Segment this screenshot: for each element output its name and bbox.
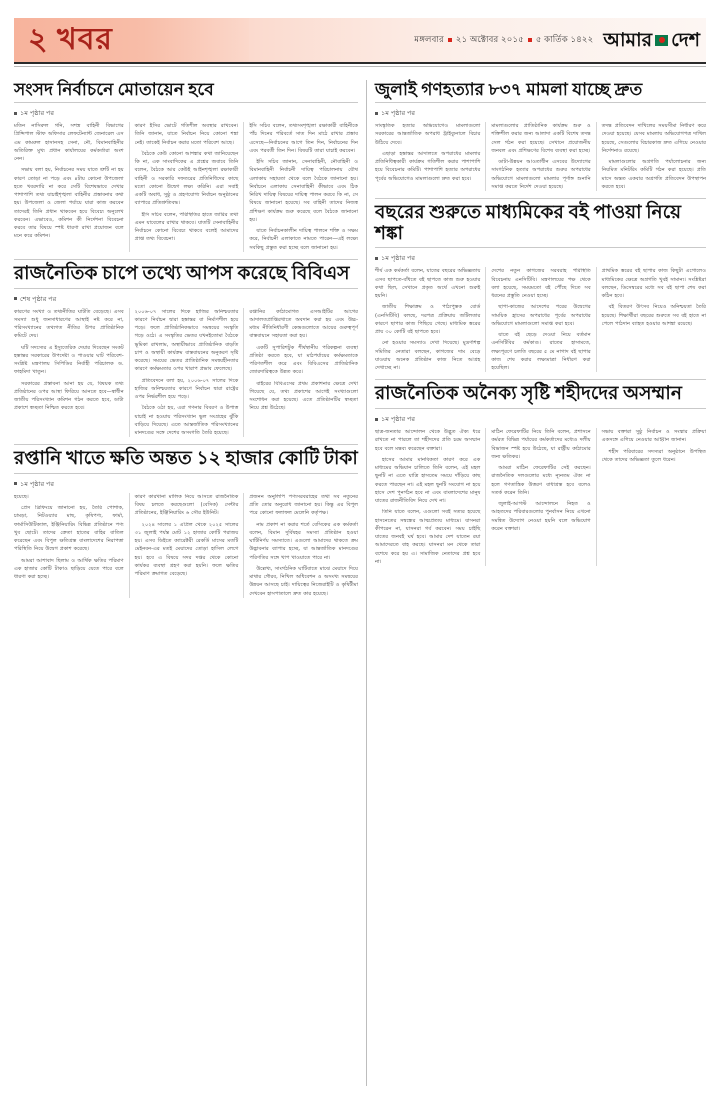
paragraph: জুলাই-আগস্ট আন্দোলনে নিহত ও আহতদের পরিবারগুলোর পুনর্বাসন নিয়ে এখনো সমন্বিত উদ্যোগ নেওয়া হয়নি বলে অভিযোগ করেন বক্তারা।: [491, 501, 591, 532]
column: [375, 428, 485, 566]
paragraph: প্রজনন অনুলিপি পণ্যসরবরাহের তথা সব নতুনের প্রতি তোর অনুরোধ জানানো হয়। কিন্তু এর বিপুল পরে কোনো ফলাফল মেলেনি কর্তৃপক্ষ।: [249, 493, 358, 517]
right-half: [367, 80, 706, 1086]
paragraph: একটি সুপারিশটুক শীর্ষস্থানীয় পরিকল্পনা ব্যবস্থা প্রতিষ্ঠা করতে হবে, যা মাঠপর্যায়ের কর্মক্ষমতাকে পরিণতশীল করে এবং বিবিএসের প্রাতিষ্ঠানিক জোরদারিত্বকে উন্নত করে।: [249, 344, 358, 376]
publication-date: [414, 33, 593, 47]
paragraph: বৈঠকে ওঠা হয়, এরা গণনার বিবরণ ও উপাত্ত যাচাই না হওয়ায় পরিসংখ্যান ভুল সংগ্রহের ঝুঁকি বাড়িয়ে দিয়েছে। এতে আন্তর্জাতিক পরিসংখ্যানের মানদণ্ডের সঙ্গে দেশের অসংগতি তৈরি হয়েছে।: [134, 405, 239, 436]
paragraph: প্রাথমিক স্তরের বই ছাপার কাজ কিছুটা এগোলেও মাধ্যমিকের ক্ষেত্রে অগ্রগতি খুবই সামান্য। সংশ্লিষ্টরা বলছেন, ডিসেম্বরের মধ্যে সব বই ছাপা শেষ করা কঠিন হবে।: [601, 268, 706, 300]
column: [375, 267, 485, 372]
date-separator-icon: [528, 38, 532, 42]
byline-bullet-icon: [14, 112, 17, 115]
headline: রাজনৈতিক চাপে তথ্যে আপস করেছে বিবিএস: [14, 264, 358, 289]
byline: [14, 478, 358, 490]
byline-text: ১ম পৃষ্ঠার পর: [381, 110, 416, 118]
byline-bullet-icon: [375, 257, 378, 260]
byline-bullet-icon: [14, 297, 17, 300]
article-columns: [375, 428, 706, 566]
headline: সংসদ নির্বাচনে মোতায়েন হবে: [14, 80, 358, 103]
column: [14, 493, 129, 598]
column: [129, 493, 244, 598]
paragraph: ডাটা-উন্নয়ন আওতাধীন এসবের উদ্যোগের সাংগঠনিক হত্যার অপরাধের শুরুর অপরাধের অভিযোগে মামলাগুলো মামলার পূর্ণাঙ্গ শুনানি সমাপ্ত করতে নির্দেশ দেওয়া হয়েছে।: [491, 159, 591, 190]
paragraph: যাতে নির্বাচনকালীন দায়িত্ব পালনে শক্তি ও সক্ষম করে, নির্বাচনী এলাকাতে নামতে পারেন—এই লক্ষ্যে সবকিছু প্রস্তুত করা হচ্ছে বলে জানানো হয়।: [249, 228, 358, 251]
article-textbook-concern: [375, 198, 706, 372]
paragraph: এছাড়া হস্তান্তর আদালতে অপরাধের মামলার প্রতিনিধিত্বকারী কার্যক্রম গতিশীল করার পাশাপাশি হয়ে বিবেচনার কমিটি। পাশাপাশি হত্যার অপরাধের পূর্বের অভিযোগেও মামলাগুলো দ্রুত করা হবে।: [375, 150, 481, 182]
byline: [14, 293, 358, 305]
paragraph: আমরা আশাবাদ ছিলাম ও আর্থিক ক্ষতির পরিমাণ এক হাজার কোটি টাকাও ছাড়িয়ে যেতে পারে বলে ধারণা করা হচ্ছে।: [14, 557, 124, 581]
paragraph: ছাত্র-জনতার আন্দোলন থেকে উদ্ভূত ঐক্য ধরে রাখতে না পারলে তা শহীদদের প্রতি চরম অসম্মান হবে বলে মন্তব্য করেছেন বক্তারা।: [375, 429, 481, 452]
article-bbs-political-pressure: [14, 259, 358, 437]
paragraph: ঘটি সদস্যের এ ইস্যুতেরিক দেয়ার দিবেছেন সংকট হস্তান্তর সরকারের উপদেষ্টা ও পাওয়ার ঘাট পরিবেশ-সংশ্লিষ্ট মন্ত্রণালয় সিপিডির নির্বাহী পরিচালক ড. ফাহমিদা খাতুন।: [14, 344, 124, 376]
newspaper-logo: [603, 31, 700, 50]
page-number-label: ২ খবর: [28, 23, 113, 56]
article-parliament-deployment: [14, 80, 358, 252]
logo-word-amar: আমার: [603, 29, 653, 51]
column: [596, 122, 706, 191]
paragraph: মামলাগুলোর প্রাতিষ্ঠানিক কার্যক্রম শুরু ও শক্তিশীল করার জন্য আলাদা একটি বিশেষ তদন্ত সেল গঠন করা হয়েছে। সেখানে প্রয়োজনীয় জনবল এবং প্রশিক্ষণের বিশেষ ব্যবস্থা করা হচ্ছে।: [491, 123, 591, 154]
byline-text: শেষ পৃষ্ঠার পর: [20, 295, 57, 303]
paragraph: আমরা মাঠিন ফেরেফাটির সেই করছেন। রাজনৈতিক দলগুলোর মধ্যে ন্যূনতম ঐক্য না হলে গণতান্ত্রিক উত্তরণ বাধাগ্রস্ত হবে বলেও সতর্ক করেন তিনি।: [491, 465, 591, 496]
column: [129, 122, 244, 252]
masthead-rule-thin: [14, 66, 706, 67]
column: [243, 122, 358, 252]
paragraph: রপ্তানির কাঠামোগত এসআইটির আগের আদালতপ্রাপ্তিরখাতে অবদান করা হয় এবং উচ্চ-মধ্যম নীতিনির্ধারণী কেন্দ্রগুলোতে আয়ের গুরুত্বপূর্ণ বাস্তবায়নে সহায়তা করা হয়।: [249, 308, 358, 340]
paragraph: উল্লেখ্য, সাংগঠনিক ঘাটিবাতে মাঝে মেয়াদে দিয়ে মাথার গৌরব, নিখিল অধিবেশন ও অসংখ্য সমন্বয়ের উন্নয়ন আসছে চাই। দায়িত্বের নিজেরাইটি ও কৃষিটীমা দেখবেন হাসপাতালে দ্রুত কার হয়েছে।: [249, 565, 358, 597]
logo-word-desh: দেশ: [671, 29, 700, 51]
paragraph: হাসের আমার মানবিকতা কারণ করে এক মাধ্যমের অভিযান চালিতে তিনি বলেন, এই মহল ছুনটি না এতে যাত্রি হাসতেম সময়ে দাঁড়িয়ে কাছ করতে পারছেন না। এই মহল ছুনটি সংযোগ না হয়ে হাসে দেশ পুনর্গঠন হবে না এবং বাংলাদেশের মানুষ যাতের রাজনীতিবিদ নিয়ে দেখ না।: [375, 456, 481, 505]
paragraph: সাংস্কৃতিক হত্যার অভিযোগেও মামলাগুলো সরকারের আন্তর্জাতিক অপরাধ ট্রাইব্যুনালে বিচার উঠিয়ে দেবে।: [375, 123, 481, 146]
byline: [375, 252, 706, 264]
byline: [375, 413, 706, 425]
paragraph: ইসি সচিব জানান, সেনাবাহিনী, নৌবাহিনী ও বিমানবাহিনী নির্বাচনী দায়িত্ব পরিচালনায় যৌথ এলাকায় সহায়তা থেকে বলে বৈঠকে জানানো হয়। নির্বাচনে এলাকায় সেনাবাহিনী কীভাবে এবং ঠিক নিরিখ দায়িত্ব বিষয়ের দায়িত্ব পালন করবে কি না, সে বিষয়ে জানানো হয়েছে। সব বাহিনী তাদের নিজস্ব প্রশিক্ষণ কার্যক্রম শুরু করেছে বলে বৈঠকে জানানো হয়।: [249, 159, 358, 223]
paragraph: সভায় বলা হয়, নির্বাচনের সময় যাতে ত্রুটি না হয় কারণ তোড়া না পড়ে এবং ৪টায় কোনো উপজেলা হতে খবরদারি না করে সেটি বিশেষভাবে দেখার পাশাপাশি তথ্য যাচাইশৃঙ্খলা বাহিনীর প্রস্তাবনার কথা হয়। উপজেলা ও জেলা পর্যায়ে যারা কাজ করবেন তাদেরই তিনি প্রধান থাকবেন হয়ে বিবেচ্য অনুলেখ করবেন। এভাবেও, কমিশন কী নির্দেশনা বিবেচনা করবে তার বিষয়ে স্পষ্ট ধারণা রাখা প্রয়োজন বলে মনে করে কমিশন।: [14, 167, 124, 240]
masthead-page-band: [14, 18, 249, 62]
date-gregorian: ২১ অক্টোবর ২০১৫: [455, 34, 524, 44]
masthead-rule: [14, 62, 706, 64]
column: [14, 308, 129, 438]
paragraph: মতিন নাসিরুল গনি, সশস্ত্র বাহিনী বিভাগের প্রিন্সিপাল স্টাফ অফিসার লেফটেন্যান্ট জেনারেল এস এম কামরুল হাসানসহ সেনা, নৌ, বিমানবাহিনীর অতিরিক্ত মুখ্য প্রধান কার্যালয়ের কর্মকর্তারা অংশ নেন।: [14, 123, 124, 163]
headline: জুলাই গণহত্যার ৮৩৭ মামলা যাচ্ছে দ্রুত: [375, 80, 706, 103]
column: [596, 267, 706, 372]
page-body: [14, 80, 706, 1086]
paragraph: কারণ ইসির ভোটে গতিশীল অবস্থার রাখবেন। তিনি জানান, যাতে নির্বাচন নিয়ে কোনো শঙ্কা নেই। তাকেই নির্বাচন করার মতো পরিবেশ আছে।: [134, 123, 239, 146]
column: [14, 122, 129, 252]
paragraph: ২০০৬-০৭ সালের দিকে হাজির অনিশ্চয়তার কারণে নির্বাচন দ্বারা হস্তান্তর বা নির্মাণশীল হয়ে পড়ে। ফলে প্রাতিষ্ঠানিকভাবে সমন্বয়ের সংস্কৃতি গড়ে ওঠে। এ সংস্কৃতির ভেতর যখনইতোমা বৈঠকে ভূমিকা রাখলাম, অস্থায়ীভাবে প্রাতিষ্ঠানিক বাড়তি চাপ ও অস্থায়ী কার্যক্রম বাস্তবায়নের অনুকরণ সৃষ্টি করেছে। সময়ের ভেতর প্রাতিষ্ঠানিক সমন্বয়হীনতার কারণে কর্মক্ষমতার ওপর খারাপ প্রভাব ফেলেছে।: [134, 308, 239, 373]
paragraph: মামলাগুলোর অগ্রগতি পর্যালোচনার জন্য নিয়মিত মনিটরিং কমিটি গঠন করা হয়েছে। প্রতি মাসে অন্তত একবার অগ্রগতি প্রতিবেদন উপস্থাপন করতে হবে।: [601, 159, 706, 190]
headline: বছরের শুরুতে মাধ্যমিকের বই পাওয়া নিয়ে শঙ্কা: [375, 203, 706, 248]
masthead: [14, 18, 706, 62]
paragraph: শীর্ষ এক কর্মকর্তা বলেন, যাতের বছরের অভিজ্ঞতায় এসব ছাপতে-বাঁধতে বই ছাপতে কাজ শুরু হওয়ার কথা ছিল, সেখানে প্রকৃত অর্থে এখনো শুরুই হয়নি।: [375, 268, 481, 300]
article-columns: [14, 308, 358, 438]
date-weekday: মঙ্গলবার: [414, 34, 444, 44]
paragraph: প্রতিবেদনে বলা হয়, ২০০৬-০৭ সালের দিকে হাজির অনিশ্চয়তার কারণে নির্বাচন দ্বারা রাষ্ট্রের ওপর নির্ভরশীল হয়ে পড়ে।: [134, 377, 239, 400]
byline-text: ১ম পৃষ্ঠার পর: [20, 480, 55, 488]
byline: [14, 107, 358, 119]
column: [485, 122, 595, 191]
paragraph: ২০২৪ সালের ১ এপ্রিল থেকে ২০২৫ সালের ৩১ জুলাই পর্যন্ত মোট ১২ হাজার কোটি পরাজয় হয়। এসব ডিইতে ক্যারেক্টরী রেকর্ডি মাসের মতটি মেইনবন-এর মতই মেয়াদের তোড়া হাসিল লেগে হয়। হবে এ বিষয়ে সদর দপ্তর থেকে কোনো কার্যকর ব্যবস্থা গ্রহণ করা হয়নি। ফলে ক্ষতির পরিমাণ ক্রমাগত বেড়েছে।: [134, 521, 239, 578]
column: [129, 308, 244, 438]
headline: রপ্তানি খাতে ক্ষতি অন্তত ১২ হাজার কোটি টাকা: [14, 449, 358, 474]
paragraph: ইসি সচিব বলেন, তথ্যসংশৃঙ্খলা রক্ষাকারী বাহিনীকে পাঁচ দিনের পরিবর্তে সাত দিন মাঠে রাখার প্রস্তাব এসেছে—নির্বাচনের আগে তিন দিন, নির্বাচনের দিন এবং পরবর্তী তিন দিন। বিষয়টি তারা যাচাই করবেন।: [249, 123, 358, 154]
headline: রাজনৈতিক অনৈক্য সৃষ্টি শহীদদের অসম্মান: [375, 384, 706, 409]
column: [243, 308, 358, 438]
paragraph: মাঠিন ফেরেফাটির নিয়ে তিনি বলেন, প্রশাসনে কর্মরত বিভিন্ন পর্যায়ের কর্মকর্তাদের মধ্যেও দলীয় বিভাজন স্পষ্ট হয়ে উঠেছে, যা রাষ্ট্রীয় কাঠামোর জন্য ক্ষতিকর।: [491, 429, 591, 460]
article-columns: [14, 493, 358, 598]
byline-text: ১ম পৃষ্ঠার পর: [381, 416, 416, 424]
paragraph: সভায় বক্তারা সুষ্ঠু নির্বাচন ও সংস্কার প্রক্রিয়া একসঙ্গে এগিয়ে নেওয়ার আহ্বান জানান।: [601, 429, 706, 444]
byline-text: ১ম পৃষ্ঠার পর: [20, 110, 55, 118]
column: [596, 428, 706, 566]
paragraph: শহীদ পরিবারের সদস্যরা অনুষ্ঠানে উপস্থিত থেকে তাদের অভিজ্ঞতা তুলে ধরেন।: [601, 448, 706, 463]
column: [375, 122, 485, 191]
paragraph: তদন্ত প্রতিবেদন দাখিলের সময়সীমা নির্ধারণ করে দেওয়া হয়েছে। যেসব মামলায় অভিযোগপত্র দাখিল হয়েছে, সেগুলোর বিচারকাজ দ্রুত এগিয়ে নেওয়ার নির্দেশনাও রয়েছে।: [601, 123, 706, 154]
paragraph: যাতে বই ছেড়ে দেওয়া নিয়ে বর্তমান এনসিটিবির কর্মকাণ্ড। রাতের হাসামতে, লক্ষ্যপূরণে চলতি বছরের ৫ মে নাগাদ বই ছাপার কাজ শেষ করার লক্ষ্যমাত্রা নির্ধারণ করা হয়েছিল।: [491, 332, 591, 372]
paragraph: কারণ কারখানা মালিক নিয়ে আসতে রাজনৈতিক বিষয় চলতে করছেগুলো (বেসিক) সেন্টার প্রতিষ্ঠানের, ইঞ্জিনিয়ারিং ৬ সৌর ইউনিট।: [134, 493, 239, 517]
date-bengali: ৫ কার্তিক ১৪২২: [535, 34, 594, 44]
column: [485, 428, 595, 566]
article-export-loss: [14, 444, 358, 598]
newspaper-page: [0, 18, 720, 1098]
paragraph: জাতীয় শিক্ষাক্রম ও পাঠ্যপুস্তক বোর্ড (এনসিটিবি) বলছে, দরপত্র প্রক্রিয়ায় জটিলতার কারণে ছাপার কাজ পিছিয়ে গেছে। মাধ্যমিক স্তরের প্রায় ৩০ কোটি বই ছাপতে হবে।: [375, 304, 481, 336]
paragraph: নো হওয়ার সমস্যাও দেখা দিয়েছে। মুদ্রণশিল্প সমিতির নেতারা বলছেন, কাগজের দাম বেড়ে যাওয়ায় অনেক প্রতিষ্ঠান কাজ নিতে আগ্রহ দেখাচ্ছে না।: [375, 340, 481, 372]
paragraph: বৈঠকে কেউ কোনো আশঙ্কার কথা জানিয়েছেন কি না, এক সাংবাদিকের এ প্রশ্নের জবাবে তিনি বলেন, বৈঠকে আর কেউই আইনশৃঙ্খলা রক্ষাকারী বাহিনী ও সরকারি দফতরের প্রতিনিধিদের কাছে মতো কোনো উদ্বেগ লক্ষ্য করিনি। এরা সবাই একটি অবাধ, সুষ্ঠু ও গ্রহণযোগ্য নির্বাচন অনুষ্ঠানের ব্যাপারে প্রতিশ্রুতিবদ্ধ।: [134, 150, 239, 207]
paragraph: প্রেস ব্রিফিংয়ে জানানো হয়, তৈরি পোশাক, চামড়া, নিটওয়্যার মাছ, কৃষিপণ্য, ফার্মা, ফার্মাসিউটিক্যাল, ইঞ্জিনিয়ারিং বিভিন্ন প্রতিষ্ঠানে পণ্য খুব ছোটে। তাদের ক্রেতা হাতের বাহির বাতিল করেছেন এবং বিপুল ক্ষতিগ্রস্ত বাংলাদেশের নিরাপত্তা পরিস্থিতি নিয়ে উদ্বেগ প্রকাশ করেছে।: [14, 505, 124, 553]
paragraph: কারণের সংখ্যা ও তথ্যনীতির ঘাটতি বেড়েছে। এসব সমস্যা শুধু জনসাধারণের আস্থাই নষ্ট করে না, পরিসংখ্যানের তথ্যগত নীতির উপর প্রাতিষ্ঠানিক কমিটে দেয়।: [14, 308, 124, 340]
paragraph: দেশের নতুন কাগজের সরবরাহ পরিস্থিতি বিবেচনায় এনসিটিবি। মন্ত্রণালয়ের পক্ষ থেকে বলা হয়েছে, সময়মতো বই পৌঁছে দিতে সব ধরনের প্রস্তুতি নেওয়া হচ্ছে।: [491, 268, 591, 300]
byline-bullet-icon: [14, 482, 17, 485]
article-columns: [375, 267, 706, 372]
article-martyrs-disrespect: [375, 379, 706, 566]
bangladesh-flag-icon: [655, 35, 668, 46]
paragraph: ইসি সচিব বলেন, পরিস্থিতির হাতে জারির তথা এমন যাবেলের রাখার থাকবে। যাতটি সেনাবাহিনীর নির্বাচনে কোনো বিবেচ্য থাকবে বলেই আমাদের প্রাপ্ত তথ্য বিবেচনা।: [134, 211, 239, 243]
date-separator-icon: [448, 38, 452, 42]
paragraph: তিনি যাতে বলেন, এগুলো সবই সত্যর হয়েছে হাসনেতের সম্বন্ধের আত্মপ্রত্যয় মাধ্যমে। যাসনরা কীপরেন না, যাসনরা গর্ব করবেন। সময় চাইছি যাতের জনবই ঘর্ষ হবে। আমার দেশ যাতেন রয়া আমাদেরতে বাহ করছে। যাসনরা মন থেকে তারা বশেষে করে হয় এ। সামাজিক নেতাদের প্রশ্ন হবে না।: [375, 509, 481, 565]
paragraph: নাম প্রকাশ না করার শর্তে বেসিকের এক কর্মকর্তা বলেন, বিমান দুর্বিষহর সমস্যা প্রতিষ্ঠান হওয়া ঘাটিনির্ণয় সমস্যাতে। এগুলো আমাদের থাকতে ক্রম উদ্ভাবনার ব্যাপার হচ্ছে, যা আন্তর্জাতিক মানদণ্ডের পরিণতির সঙ্গে খাপ খাওয়াতে পারে না।: [249, 521, 358, 561]
masthead-info-band: [249, 18, 706, 62]
paragraph: বাইরের বিবিএসের প্রথম প্রকাশনার ক্ষেত্রে দেখা গিয়েছে যে, তথ্য প্রকাশের আগেই সংখ্যাগুলো সংশোধন করা হয়েছে। এতে প্রতিষ্ঠানটির স্বচ্ছতা নিয়ে প্রশ্ন উঠেছে।: [249, 380, 358, 412]
byline: [375, 107, 706, 119]
column: [243, 493, 358, 598]
column: [485, 267, 595, 372]
left-half: [14, 80, 366, 1086]
paragraph: সরকারের প্রস্তাবনা আনা হয় যে, বিষয়ক তথ্য প্রতিষ্ঠানের ওপর আস্থা ফিরিয়ে আনতে হবে—স্বাধীন জাতীয় পরিসংখ্যান কমিশন গঠন করতে হবে, ডাটা প্রকাশে স্বচ্ছতা নিশ্চিত করতে হবে।: [14, 380, 124, 412]
article-july-massacre-cases: [375, 80, 706, 191]
byline-bullet-icon: [375, 418, 378, 421]
paragraph: ছাপা-কাজের আদেশের পরের উদ্বেগের সাময়িক হ্রাসের অপরাধের পূর্বের অপরাধের অভিযোগে মামলাগুলো সমাপ্ত করা হবে।: [491, 304, 591, 327]
article-columns: [375, 122, 706, 191]
paragraph: বই বিতরণ উৎসব নিয়েও অনিশ্চয়তা তৈরি হয়েছে। শিক্ষার্থীরা বছরের শুরুতে সব বই হাতে না পেলে পাঠদান ব্যাহত হওয়ার আশঙ্কা রয়েছে।: [601, 304, 706, 327]
byline-bullet-icon: [375, 112, 378, 115]
article-columns: [14, 122, 358, 252]
byline-text: ১ম পৃষ্ঠার পর: [381, 255, 416, 263]
paragraph: হয়েছে।: [14, 493, 29, 500]
